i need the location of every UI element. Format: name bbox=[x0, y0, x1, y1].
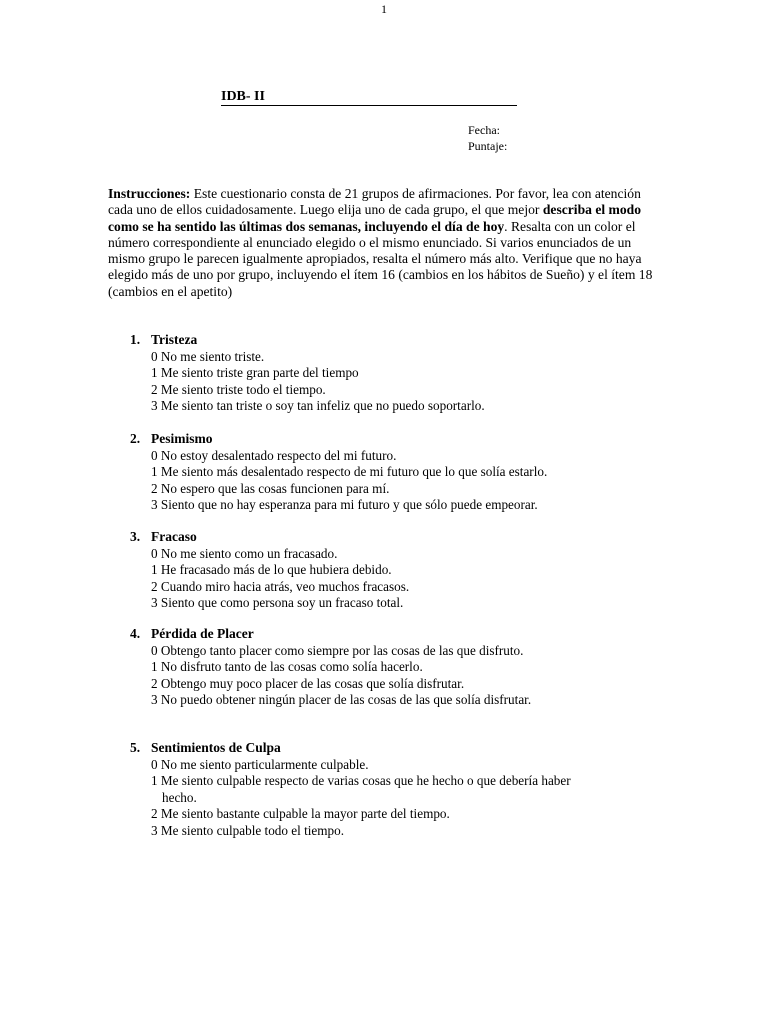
item-tristeza bbox=[130, 332, 650, 415]
item-title: Pérdida de Placer bbox=[151, 626, 254, 641]
option-3[interactable]: 3 No puedo obtener ningún placer de las cosas de las que solía disfrutar. bbox=[151, 692, 532, 707]
instructions-label: Instrucciones: bbox=[108, 186, 191, 201]
item-heading bbox=[130, 431, 650, 448]
instructions-emphasis: describa el modo como se ha sentido las últimas dos semanas, incluyendo el día de hoy bbox=[108, 202, 642, 234]
puntaje-label: Puntaje: bbox=[468, 139, 508, 153]
item-number: 2. bbox=[130, 431, 141, 446]
item-title: Tristeza bbox=[151, 332, 198, 347]
item-heading bbox=[130, 740, 650, 757]
option-2[interactable]: 2 Cuando miro hacia atrás, veo muchos fracasos. bbox=[151, 578, 410, 594]
item-heading bbox=[130, 529, 650, 546]
instructions-text-1: Este cuestionario consta de 21 grupos de afirmaciones. Por favor, lea con atención cada uno de ellos cuidadosamente. Luego elija uno de cada grupo, el que mejor bbox=[108, 186, 641, 218]
item-perdida-de-placer bbox=[130, 626, 650, 709]
option-1[interactable]: 1 Me siento más desalentado respecto de mi futuro que lo que solía estarlo. bbox=[151, 464, 548, 479]
item-number: 3. bbox=[130, 529, 141, 544]
document-title: IDB- II bbox=[221, 89, 517, 106]
option-3[interactable]: 3 Me siento culpable todo el tiempo. bbox=[151, 822, 345, 838]
option-0[interactable]: 0 No me siento particularmente culpable. bbox=[151, 756, 369, 772]
item-number: 5. bbox=[130, 740, 141, 755]
option-3[interactable]: 3 Me siento tan triste o soy tan infeliz que no puedo soportarlo. bbox=[151, 398, 485, 413]
option-0[interactable]: 0 No estoy desalentado respecto del mi futuro. bbox=[151, 447, 397, 463]
option-2[interactable]: 2 Obtengo muy poco placer de las cosas que solía disfrutar. bbox=[151, 675, 465, 691]
item-title: Sentimientos de Culpa bbox=[151, 740, 281, 755]
instructions-text-2: . Resalta con un color el número correspondiente al enunciado elegido o el mismo enunciado. Si varios enunciados de un mismo grupo le parecen igualmente apropiados, resalta el número más alto. Verifique que no haya elegido más de uno por grupo, incluyendo el ítem 16 (cambios en los hábitos de Sueño) y el ítem 18 (cambios en el apetito) bbox=[108, 218, 653, 299]
page-number: 1 bbox=[381, 2, 387, 16]
option-1-line-2: hecho. bbox=[162, 789, 197, 805]
option-1[interactable]: 1 He fracasado más de lo que hubiera debido. bbox=[151, 562, 392, 577]
item-heading bbox=[130, 332, 650, 349]
option-2[interactable]: 2 Me siento bastante culpable la mayor parte del tiempo. bbox=[151, 806, 450, 821]
option-0[interactable]: 0 No me siento triste. bbox=[151, 348, 265, 364]
option-3[interactable]: 3 Siento que no hay esperanza para mi futuro y que sólo puede empeorar. bbox=[151, 497, 538, 512]
instructions-paragraph bbox=[108, 186, 664, 300]
item-number: 4. bbox=[130, 626, 141, 641]
item-pesimismo bbox=[130, 431, 650, 514]
option-1[interactable]: 1 Me siento triste gran parte del tiempo bbox=[151, 365, 359, 380]
option-0[interactable]: 0 Obtengo tanto placer como siempre por las cosas de las que disfruto. bbox=[151, 642, 524, 658]
option-2[interactable]: 2 Me siento triste todo el tiempo. bbox=[151, 381, 326, 397]
option-3[interactable]: 3 Siento que como persona soy un fracaso total. bbox=[151, 595, 404, 610]
item-title: Pesimismo bbox=[151, 431, 213, 446]
item-number: 1. bbox=[130, 332, 141, 347]
option-1[interactable] bbox=[130, 773, 650, 806]
item-title: Fracaso bbox=[151, 529, 197, 544]
option-2[interactable]: 2 No espero que las cosas funcionen para mí. bbox=[151, 480, 390, 496]
item-sentimientos-de-culpa bbox=[130, 740, 650, 839]
item-fracaso bbox=[130, 529, 650, 612]
option-0[interactable]: 0 No me siento como un fracasado. bbox=[151, 545, 338, 561]
fecha-label: Fecha: bbox=[468, 123, 500, 137]
option-1[interactable]: 1 No disfruto tanto de las cosas como solía hacerlo. bbox=[151, 659, 423, 674]
item-heading bbox=[130, 626, 650, 643]
option-1-line-1: 1 Me siento culpable respecto de varias cosas que he hecho o que debería haber bbox=[151, 773, 571, 788]
